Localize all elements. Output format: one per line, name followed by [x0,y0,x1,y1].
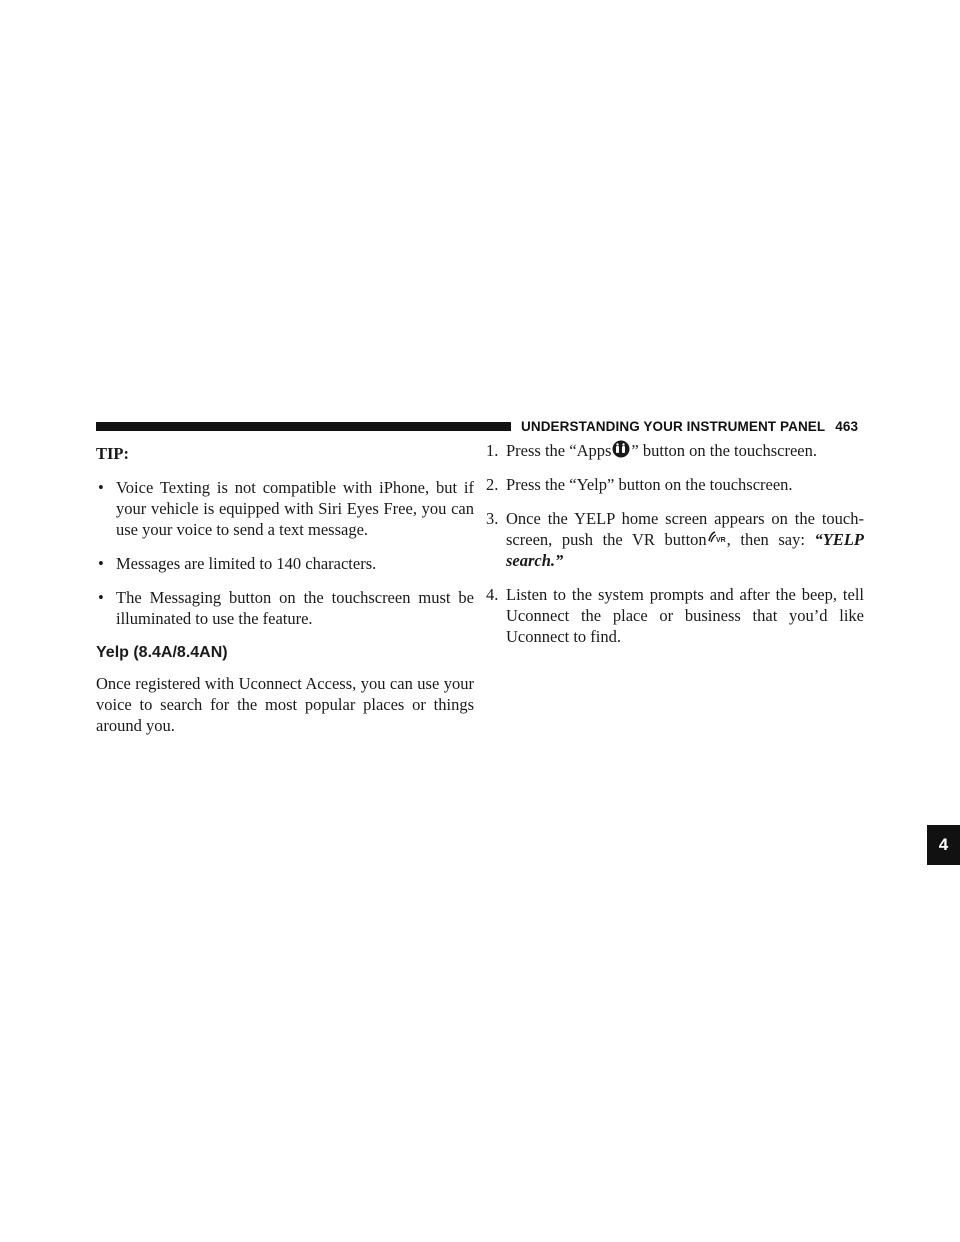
bullet-icon: • [98,588,104,607]
voice-recognition-icon [707,529,727,547]
step-number: 3. [486,509,499,528]
step-number: 4. [486,585,499,604]
step-number: 2. [486,475,499,494]
step-item [486,508,864,571]
bullet-item [96,553,474,574]
voice-command-text: “YELP search.” [506,530,864,570]
bullet-icon: • [98,478,104,497]
header-rule [96,422,511,431]
step-text: ” button on the touchscreen. [631,441,817,460]
bullet-text: The Messaging button on the touchscreen must be illuminated to use the feature. [116,588,474,628]
apps-icon [611,440,631,458]
step-text: Press the “Yelp” button on the touchscreen. [506,475,793,494]
step-text: Press the “Apps [506,441,612,460]
step-item [486,474,864,495]
step-item [486,584,864,647]
step-text: Listen to the system prompts and after the beep, tell Uconnect the place or business that you’d like Uconnect to find. [506,585,864,646]
tip-label: TIP: [96,444,129,463]
step-text: Once the YELP home screen appears on the touch-screen, push the VR button [506,509,864,549]
intro-paragraph: Once registered with Uconnect Access, you can use your voice to search for the most popular places or things around you. [96,674,474,735]
running-header [521,419,858,434]
header-section-title: UNDERSTANDING YOUR INSTRUMENT PANEL [521,419,826,434]
svg-text:VR: VR [715,537,726,544]
right-column [486,440,864,660]
chapter-tab: 4 [927,825,960,865]
step-text: , then say: [726,530,815,549]
step-item [486,440,864,461]
section-title: Yelp (8.4A/8.4AN) [96,644,228,661]
bullet-item [96,587,474,629]
left-column [96,443,474,736]
bullet-icon: • [98,554,104,573]
bullet-text: Messages are limited to 140 characters. [116,554,377,573]
page-number: 463 [835,419,859,434]
bullet-text: Voice Texting is not compatible with iPhone, but if your vehicle is equipped with Siri Eyes Free, you can use your voice to send a text message. [116,478,474,539]
bullet-item [96,477,474,540]
step-number: 1. [486,441,499,460]
